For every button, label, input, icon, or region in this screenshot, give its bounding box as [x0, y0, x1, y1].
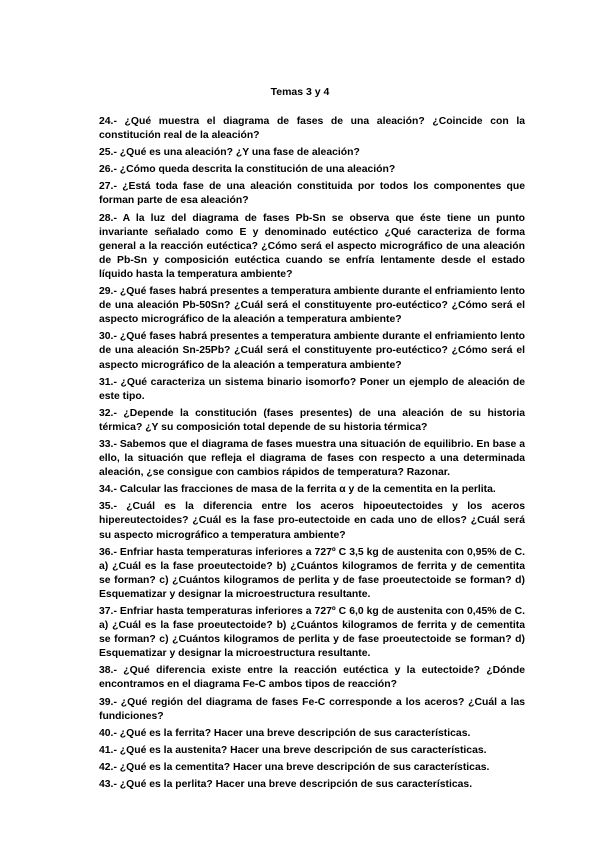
- question-text: ¿Cómo queda descrita la constitución de una aleación?: [119, 164, 396, 176]
- question-text: ¿Depende la constitución (fases presentes) de una aleación de su historia térmica? ¿Y su composición total depende de su historia térmica?: [99, 407, 526, 433]
- question-number: 27.-: [99, 181, 117, 193]
- list-item: [99, 696, 525, 724]
- question-text: ¿Qué es la perlita? Hacer una breve descripción de sus características.: [119, 779, 473, 791]
- list-item: [99, 438, 525, 480]
- list-item: [99, 407, 525, 435]
- question-number: 33.-: [99, 438, 117, 450]
- list-item: [99, 285, 525, 327]
- question-number: 30.-: [99, 331, 117, 343]
- question-number: 24.-: [99, 116, 117, 127]
- question-text: ¿Qué fases habrá presentes a temperatura ambiente durante el enfriamiento lento de una aleación Sn-25Pb? ¿Cuál será el constituyente pro-eutéctico? ¿Cómo será el aspecto micrográfico de la aleación a temperatura ambiente?: [99, 331, 526, 371]
- list-item: [99, 146, 525, 160]
- question-number: 40.-: [99, 727, 117, 739]
- question-text: Enfriar hasta temperaturas inferiores a 727º C 3,5 kg de austenita con 0,95% de C. a) ¿Cuál es la fase proeutectoide? b) ¿Cuántos kilogramos de ferrita y de cementita se forman? c) ¿Cuántos kilogramos de perlita y de fase proeutectoide se forman? d) Esquematizar y designar la microestructura resultante.: [99, 546, 525, 600]
- question-text: ¿Qué fases habrá presentes a temperatura ambiente durante el enfriamiento lento de una aleación Pb-50Sn? ¿Cuál será el constituyente pro-eutéctico? ¿Cómo será el aspecto micrográfico de la aleación a temperatura ambiente?: [99, 286, 526, 326]
- list-item: [99, 212, 525, 282]
- list-item: [99, 483, 525, 497]
- list-item: [99, 376, 525, 404]
- question-number: 39.-: [99, 696, 117, 708]
- question-number: 26.-: [99, 164, 117, 176]
- list-item: [99, 546, 525, 602]
- list-item: [99, 605, 525, 661]
- question-text: A la luz del diagrama de fases Pb-Sn se observa que éste tiene un punto invariante señalado como E y denominado eutéctico ¿Qué caracteriza de forma general a la reacción eutéctica? ¿Cómo será el aspecto micrográfico de una aleación de Pb-Sn y composición eutéctica cuando se enfría lentamente desde el estado líquido hasta la temperatura ambiente?: [99, 212, 525, 280]
- list-item: [99, 727, 525, 741]
- list-item: [99, 664, 525, 692]
- question-text: ¿Qué caracteriza un sistema binario isomorfo? Poner un ejemplo de aleación de este tipo.: [99, 376, 526, 402]
- list-item: [99, 500, 525, 542]
- question-number: 32.-: [99, 407, 117, 419]
- question-text: ¿Cuál es la diferencia entre los aceros hipoeutectoides y los aceros hipereutectoides? ¿Cuál es la fase pro-eutectoide en cada uno de ellos? ¿Cuál será su aspecto micrográfico a temperatura ambiente?: [99, 501, 526, 541]
- question-text: ¿Está toda fase de una aleación constituida por todos los componentes que forman parte de esa aleación?: [99, 181, 526, 207]
- question-number: 25.-: [99, 147, 117, 159]
- question-number: 35.-: [99, 501, 117, 513]
- list-item: [99, 744, 525, 758]
- question-text: Sabemos que el diagrama de fases muestra una situación de equilibrio. En base a ello, la situación que refleja el diagrama de fases con respecto a una determinada aleación, ¿se consigue con cambios rápidos de temperatura? Razonar.: [99, 438, 525, 479]
- list-item: [99, 778, 525, 792]
- question-text: ¿Qué muestra el diagrama de fases de una aleación? ¿Coincide con la constitución real de la aleación?: [99, 116, 525, 142]
- list-item: [99, 180, 525, 208]
- question-number: 38.-: [99, 665, 117, 677]
- question-number: 41.-: [99, 744, 117, 756]
- question-text: Enfriar hasta temperaturas inferiores a 727º C 6,0 kg de austenita con 0,45% de C. a) ¿Cuál es la fase proeutectoide? b) ¿Cuántos kilogramos de ferrita y de cementita se forman? c) ¿Cuántos kilogramos de perlita y de fase proeutectoide se forman? d) Esquematizar y designar la microestructura resultante.: [99, 606, 525, 660]
- question-number: 31.-: [99, 376, 117, 388]
- question-number: 28.-: [99, 212, 117, 224]
- question-text: ¿Qué es una aleación? ¿Y una fase de aleación?: [119, 147, 360, 159]
- question-list: [99, 115, 525, 795]
- question-text: ¿Qué es la cementita? Hacer una breve descripción de sus características.: [119, 761, 490, 773]
- question-number: 36.-: [99, 546, 117, 558]
- question-text: ¿Qué región del diagrama de fases Fe-C corresponde a los aceros? ¿Cuál a las fundiciones?: [99, 696, 525, 722]
- list-item: [99, 163, 525, 177]
- list-item: [99, 761, 525, 775]
- question-number: 34.-: [99, 484, 117, 496]
- question-number: 43.-: [99, 779, 117, 791]
- list-item: [99, 330, 525, 372]
- list-item: [99, 115, 525, 143]
- question-number: 29.-: [99, 286, 117, 298]
- page-title: Temas 3 y 4: [270, 86, 330, 98]
- question-text: ¿Qué diferencia existe entre la reacción eutéctica y la eutectoide? ¿Dónde encontramos en el diagrama Fe-C ambos tipos de reacción?: [99, 665, 525, 691]
- question-number: 37.-: [99, 606, 117, 617]
- question-text: Calcular las fracciones de masa de la ferrita α y de la cementita en la perlita.: [119, 484, 496, 496]
- question-text: ¿Qué es la austenita? Hacer una breve descripción de sus características.: [119, 744, 487, 756]
- question-number: 42.-: [99, 761, 117, 773]
- question-text: ¿Qué es la ferrita? Hacer una breve descripción de sus características.: [119, 727, 471, 739]
